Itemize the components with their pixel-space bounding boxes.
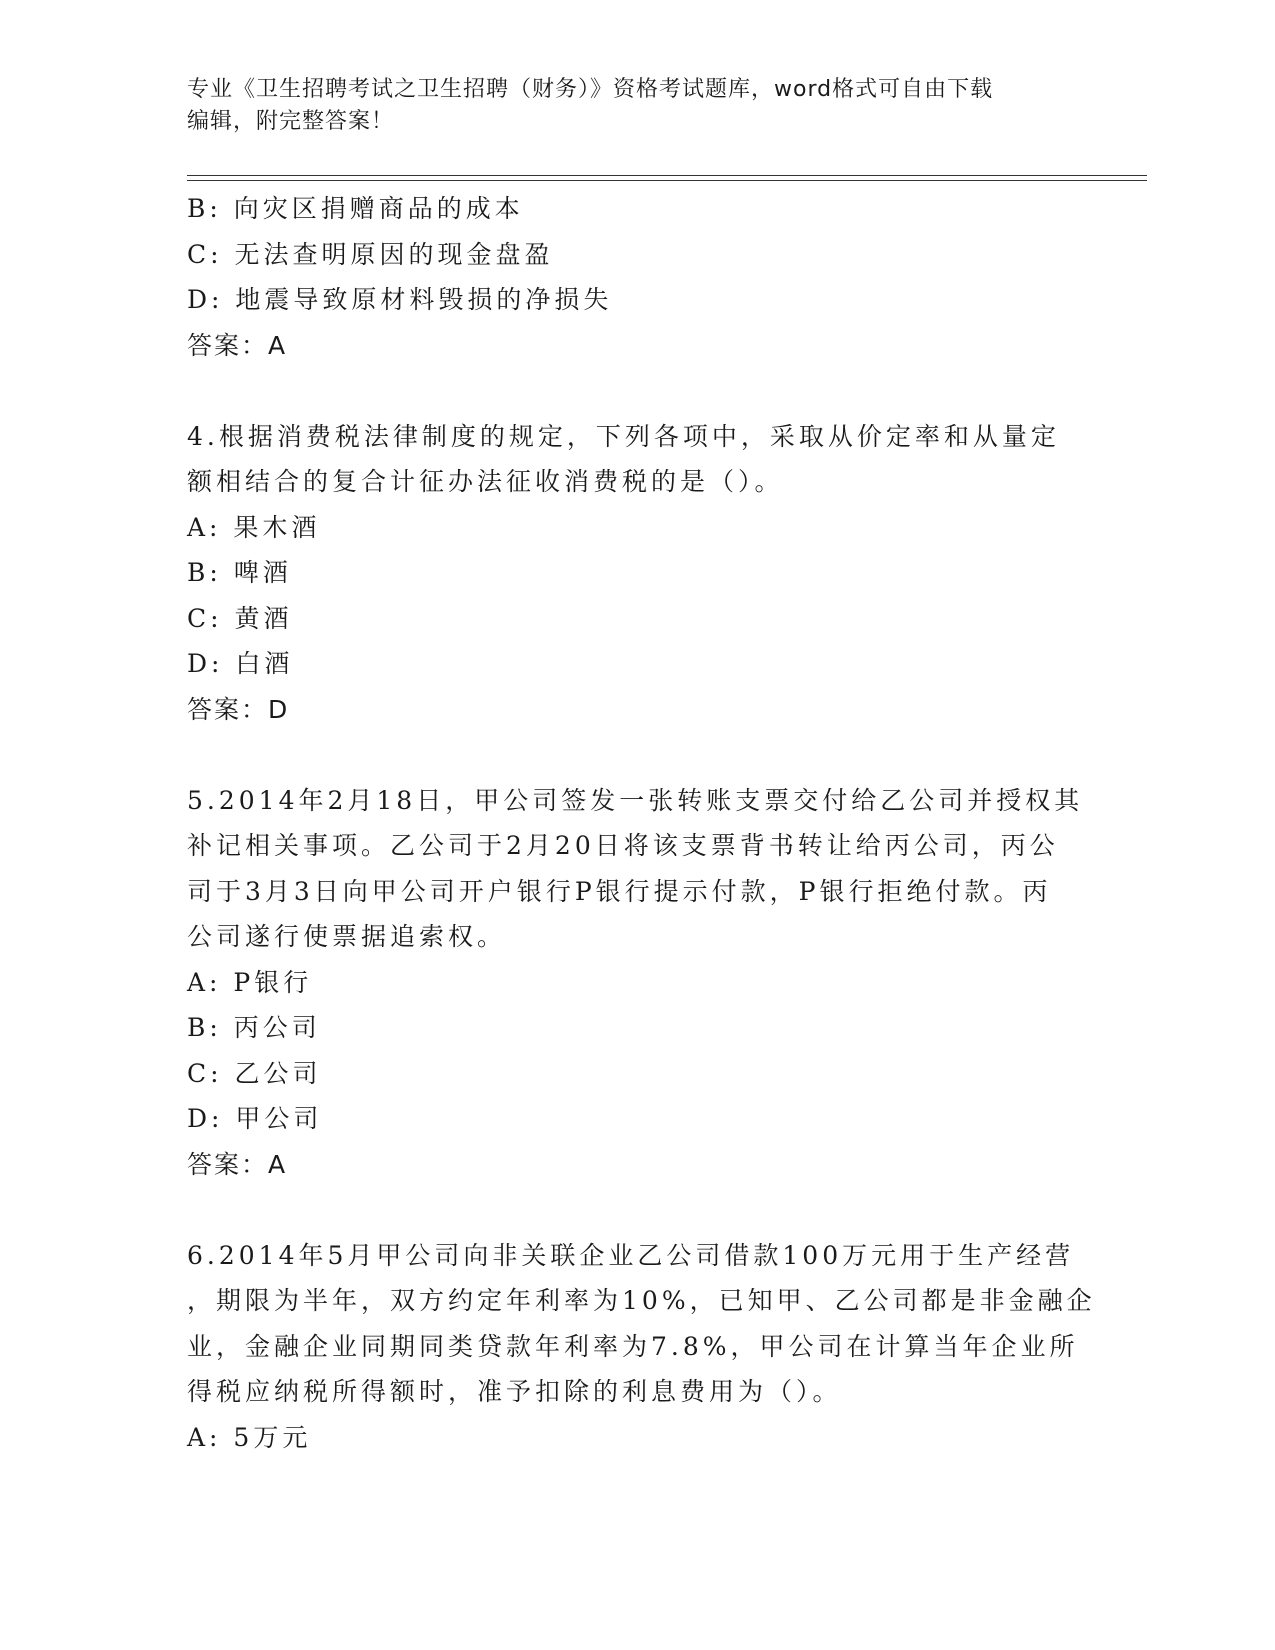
spacer <box>187 368 1087 414</box>
header-divider <box>187 175 1147 181</box>
option-a: A: 果木酒 <box>187 512 321 542</box>
question-stem: 4.根据消费税法律制度的规定，下列各项中，采取从价定率和从量定 <box>187 421 1060 451</box>
question-stem: 6.2014年5月甲公司向非关联企业乙公司借款100万元用于生产经营 <box>187 1240 1075 1270</box>
option-d: D: 地震导致原材料毁损的净损失 <box>187 285 613 314</box>
option-b: B: 向灾区捐赠商品的成本 <box>187 194 524 223</box>
option-c: C: 乙公司 <box>187 1058 322 1088</box>
answer: 答案：A <box>187 330 288 360</box>
header-line-2: 编辑，附完整答案！ <box>187 109 395 134</box>
question-stem: 公司遂行使票据追索权。 <box>187 922 507 951</box>
question-stem: 得税应纳税所得额时，准予扣除的利息费用为（）。 <box>187 1377 842 1406</box>
option-a: A: P银行 <box>187 967 313 997</box>
question-stem: ，期限为半年，双方约定年利率为10%，已知甲、乙公司都是非金融企 <box>187 1286 1096 1315</box>
answer: 答案：A <box>187 1149 288 1179</box>
header-line-1: 专业《卫生招聘考试之卫生招聘（财务）》资格考试题库，word格式可自由下载 <box>187 77 994 102</box>
option-d: D: 白酒 <box>187 649 294 678</box>
document-header <box>187 74 1087 138</box>
spacer <box>187 732 1087 778</box>
question-stem: 5.2014年2月18日，甲公司签发一张转账支票交付给乙公司并授权其 <box>187 785 1084 815</box>
question-5 <box>187 778 1087 1188</box>
option-b: B: 啤酒 <box>187 558 292 587</box>
question-4 <box>187 414 1087 733</box>
question-list <box>187 186 1096 1460</box>
question-stem: 额相结合的复合计征办法征收消费税的是（）。 <box>187 467 784 496</box>
question-stem: 司于3月3日向甲公司开户银行P银行提示付款，P银行拒绝付款。丙 <box>187 876 1052 906</box>
question-stem: 业，金融企业同期同类贷款年利率为7.8%，甲公司在计算当年企业所 <box>187 1331 1079 1361</box>
option-c: C: 无法查明原因的现金盘盈 <box>187 239 554 269</box>
option-c: C: 黄酒 <box>187 603 293 633</box>
spacer <box>187 1187 1087 1233</box>
question-stem: 补记相关事项。乙公司于2月20日将该支票背书转让给丙公司，丙公 <box>187 831 1059 860</box>
option-a: A: 5万元 <box>187 1422 312 1452</box>
option-d: D: 甲公司 <box>187 1104 323 1133</box>
question-3-tail <box>187 186 1087 368</box>
question-6 <box>187 1233 1096 1461</box>
option-b: B: 丙公司 <box>187 1013 321 1042</box>
answer: 答案：D <box>187 694 290 724</box>
